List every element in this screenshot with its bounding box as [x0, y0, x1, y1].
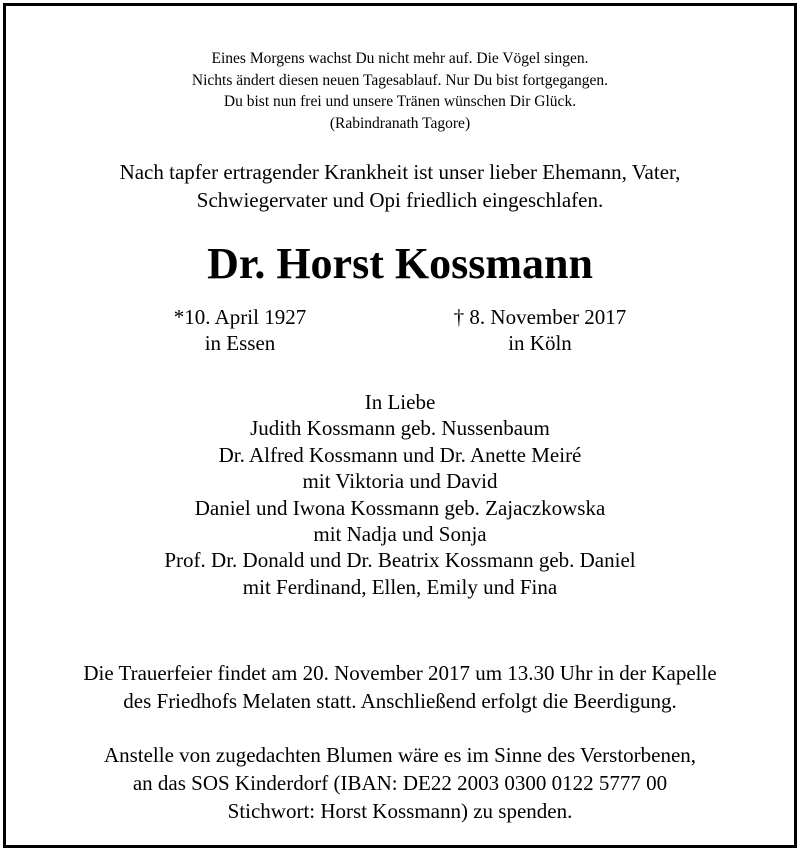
service-line: des Friedhofs Melaten statt. Anschließend erfolgt die Beerdigung.	[123, 689, 677, 713]
poem-author: (Rabindranath Tagore)	[329, 114, 471, 132]
funeral-service-info	[0, 659, 800, 715]
donation-request	[0, 741, 800, 825]
family-heading: In Liebe	[364, 390, 436, 414]
poem-line: Nichts ändert diesen neuen Tagesablauf. Nur Du bist fortgegangen.	[191, 71, 609, 89]
family-line: mit Ferdinand, Ellen, Emily und Fina	[242, 574, 558, 599]
poem-line: Du bist nun frei und unsere Tränen wünschen Dir Glück.	[223, 93, 577, 110]
family-line: mit Viktoria und David	[302, 469, 498, 494]
death-date: † 8. November 2017	[453, 305, 627, 329]
donation-line: an das SOS Kinderdorf (IBAN: DE22 2003 0300 0122 5777 00	[132, 771, 668, 795]
family-line: Prof. Dr. Donald und Dr. Beatrix Kossmann geb. Daniel	[164, 548, 636, 573]
family-line: Judith Kossmann geb. Nussenbaum	[250, 416, 550, 441]
family-line: Dr. Alfred Kossmann und Dr. Anette Meiré	[218, 442, 582, 467]
service-line: Die Trauerfeier findet am 20. November 2017 um 13.30 Uhr in der Kapelle	[83, 661, 717, 685]
family-list	[0, 389, 800, 600]
donation-line: Stichwort: Horst Kossmann) zu spenden.	[227, 799, 573, 823]
family-line: Daniel und Iwona Kossmann geb. Zajaczkowska	[194, 495, 606, 520]
deceased-name: Dr. Horst Kossmann	[207, 239, 593, 288]
death-info	[440, 304, 640, 356]
poem-quote	[0, 48, 800, 134]
donation-line: Anstelle von zugedachten Blumen wäre es im Sinne des Verstorbenen,	[103, 743, 697, 767]
birth-place: in Essen	[204, 331, 276, 355]
intro-line: Schwiegervater und Opi friedlich eingeschlafen.	[196, 188, 604, 212]
birth-date: *10. April 1927	[173, 305, 307, 329]
intro-text	[0, 158, 800, 214]
death-place: in Köln	[508, 331, 572, 355]
family-line: mit Nadja und Sonja	[313, 522, 487, 547]
birth-info	[150, 304, 330, 356]
poem-line: Eines Morgens wachst Du nicht mehr auf. Die Vögel singen.	[211, 50, 589, 67]
intro-line: Nach tapfer ertragender Krankheit ist unser lieber Ehemann, Vater,	[119, 160, 681, 184]
